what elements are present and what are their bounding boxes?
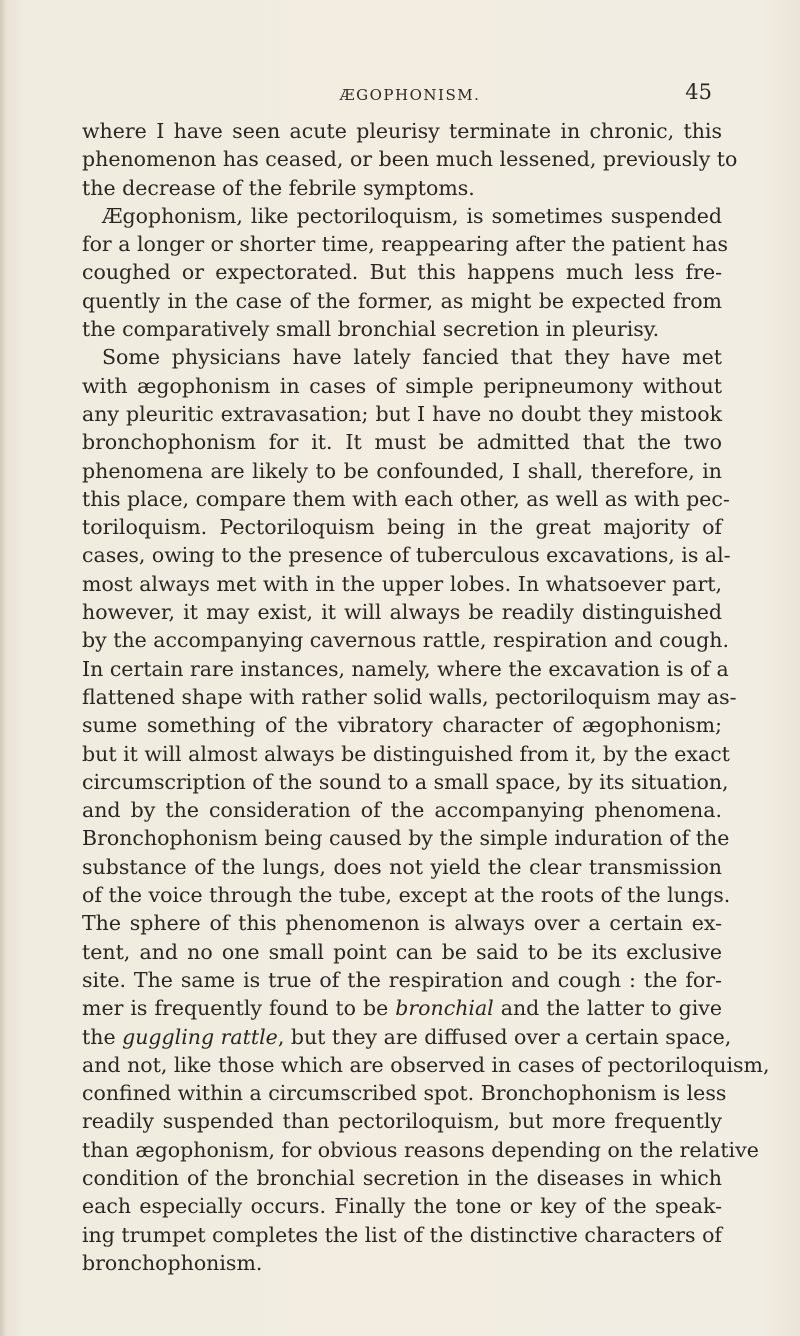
text-line: Bronchophonism being caused by the simple induration of the	[82, 826, 730, 851]
text-line: phenomena are likely to be confounded, I shall, therefore, in	[82, 458, 722, 483]
text-segment: , but they are diffused over a certain space,	[277, 1024, 732, 1049]
text-line: confined within a circumscribed spot. Bronchophonism is less	[82, 1081, 727, 1106]
text-line	[82, 1023, 732, 1051]
text-line: circumscription of the sound to a small space, by its situation,	[82, 769, 729, 794]
text-line: and not, like those which are observed in cases of pectoriloquism,	[82, 1052, 770, 1077]
text-line: by the accompanying cavernous rattle, respiration and cough.	[82, 628, 729, 653]
text-line: this place, compare them with each other, as well as with pec-	[82, 486, 730, 511]
text-segment: and the latter to give	[493, 996, 722, 1021]
italic-term: bronchial	[395, 996, 494, 1021]
text-line: each especially occurs. Finally the tone or key of the speak-	[82, 1194, 722, 1219]
text-line: than ægophonism, for obvious reasons depending on the relative	[82, 1137, 759, 1162]
text-line: In certain rare instances, namely, where the excavation is of a	[82, 656, 729, 681]
text-line: tent, and no one small point can be said to be its exclusive	[82, 939, 722, 964]
text-line: Ægophonism, like pectoriloquism, is sometimes suspended	[102, 203, 722, 228]
text-line: however, it may exist, it will always be readily distinguished	[82, 600, 722, 625]
running-title: ÆGOPHONISM.	[339, 86, 481, 104]
text-line: and by the consideration of the accompanying phenomena.	[82, 798, 722, 823]
text-line: where I have seen acute pleurisy terminate in chronic, this	[82, 119, 722, 143]
text-line: ing trumpet completes the list of the distinctive characters of	[82, 1222, 722, 1247]
text-line: with ægophonism in cases of simple peripneumony without	[82, 373, 722, 398]
page-header	[0, 80, 800, 110]
text-line: the decrease of the febrile symptoms.	[82, 175, 475, 200]
text-line: bronchophonism.	[82, 1250, 263, 1275]
text-line: condition of the bronchial secretion in the diseases in which	[82, 1165, 722, 1190]
text-line: The sphere of this phenomenon is always over a certain ex-	[82, 911, 722, 936]
text-line: sume something of the vibratory character of ægophonism;	[82, 713, 722, 738]
text-line	[82, 994, 722, 1022]
text-segment: the	[82, 1024, 123, 1049]
page-gutter-shadow	[0, 0, 6, 1336]
page-number: 45	[685, 80, 712, 104]
text-line: the comparatively small bronchial secretion in pleurisy.	[82, 317, 660, 342]
text-line: toriloquism. Pectoriloquism being in the great majority of	[82, 515, 722, 540]
text-line: substance of the lungs, does not yield the clear transmission	[82, 854, 722, 879]
text-line: bronchophonism for it. It must be admitted that the two	[82, 430, 722, 455]
text-line: coughed or expectorated. But this happens much less fre-	[82, 260, 722, 285]
text-line: flattened shape with rather solid walls, pectoriloquism may as-	[82, 684, 737, 709]
text-line: any pleuritic extravasation; but I have no doubt they mistook	[82, 401, 722, 426]
text-line: but it will almost always be distinguished from it, by the exact	[82, 741, 730, 766]
italic-term: guggling rattle	[122, 1024, 278, 1049]
text-line: phenomenon has ceased, or been much lessened, previously to	[82, 147, 738, 172]
text-line: most always met with in the upper lobes. In whatsoever part,	[82, 571, 722, 596]
text-line: cases, owing to the presence of tuberculous excavations, is al-	[82, 543, 731, 568]
text-line: quently in the case of the former, as might be expected from	[82, 288, 722, 313]
text-line: of the voice through the tube, except at the roots of the lungs.	[82, 883, 731, 908]
text-line: readily suspended than pectoriloquism, but more frequently	[82, 1109, 722, 1134]
text-line: site. The same is true of the respiration and cough : the for-	[82, 967, 722, 992]
text-line: Some physicians have lately fancied that they have met	[102, 345, 722, 370]
body-text	[82, 117, 770, 1277]
text-line: for a longer or shorter time, reappearing after the patient has	[82, 232, 728, 257]
text-segment: mer is frequently found to be	[82, 996, 396, 1021]
